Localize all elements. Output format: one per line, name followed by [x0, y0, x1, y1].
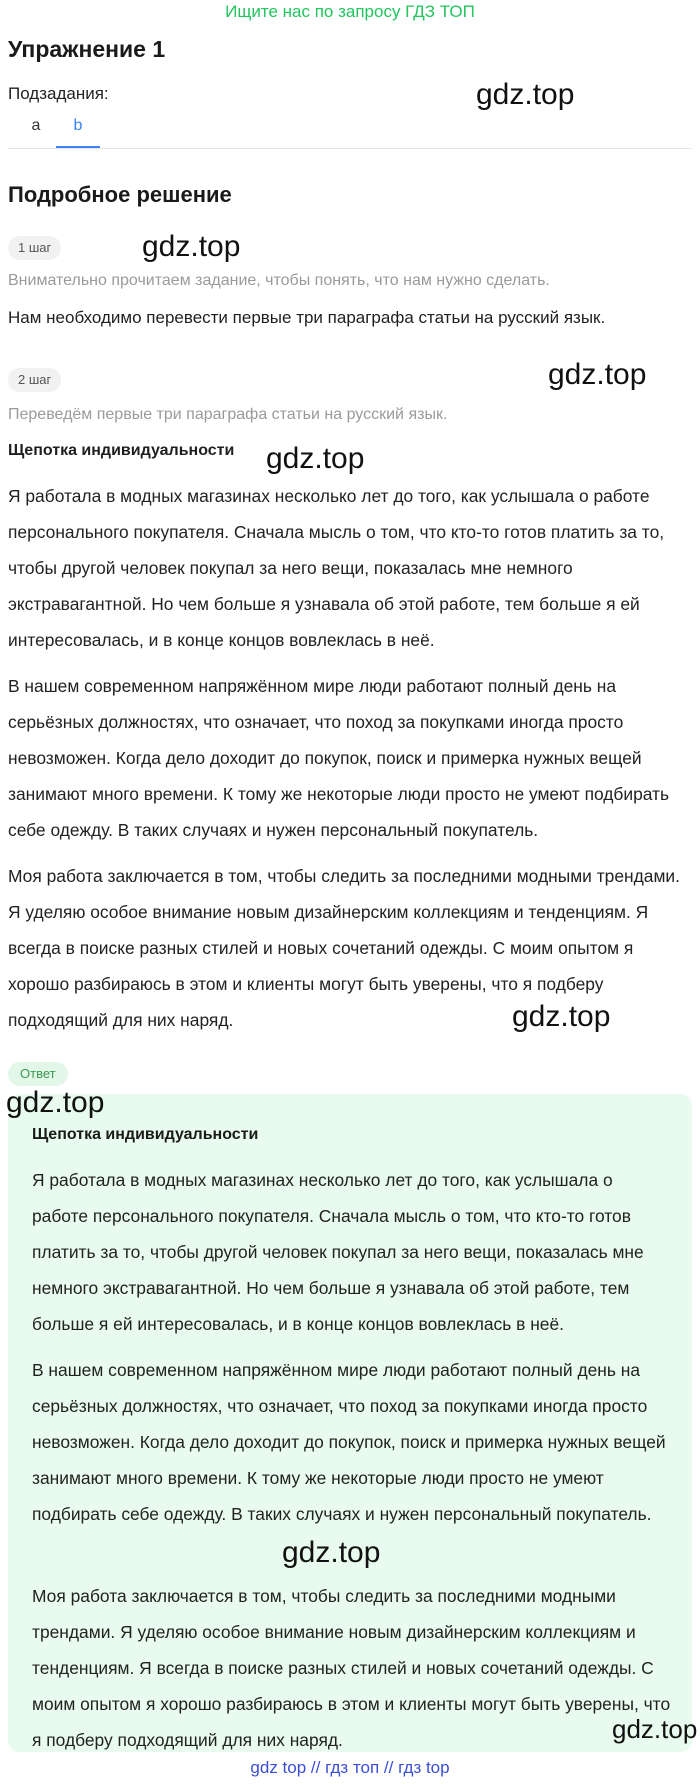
- footer-links[interactable]: gdz top // гдз топ // гдз top: [250, 1758, 450, 1777]
- step-hint: Переведём первые три параграфа статьи на русский язык.: [8, 406, 448, 423]
- section-title: Подробное решение: [8, 182, 232, 207]
- watermark: gdz.top: [512, 1000, 611, 1033]
- answer-badge: Ответ: [8, 1062, 68, 1086]
- subtask-tabs: [8, 110, 692, 149]
- tab-b[interactable]: b: [56, 110, 100, 148]
- step-hint: Внимательно прочитаем задание, чтобы понять, что нам нужно сделать.: [8, 272, 550, 289]
- translation-heading: Щепотка индивидуальности: [8, 442, 235, 459]
- answer-paragraph: Я работала в модных магазинах несколько лет до того, как услышала о работе персонального покупателя. Сначала мысль о том, что кто-то готов платить за то, чтобы другой человек покупал за него вещи, показалась мне немного экстравагантной. Но чем больше я узнавала об этой работе, тем больше я ей интересовалась, и в конце концов вовлеклась в неё.: [32, 1170, 644, 1334]
- watermark: gdz.top: [282, 1536, 381, 1569]
- answer-paragraph: В нашем современном напряжённом мире люди работают полный день на серьёзных должностях, что означает, что поход за покупками иногда просто невозможен. Когда дело доходит до покупок, поиск и примерка нужных вещей занимают много времени. К тому же некоторые люди просто не умеют подбирать себе одежду. В таких случаях и нужен персональный покупатель.: [32, 1360, 666, 1524]
- tab-a[interactable]: a: [31, 117, 41, 134]
- step-text: Нам необходимо перевести первые три параграфа статьи на русский язык.: [8, 308, 606, 327]
- promo-banner[interactable]: Ищите нас по запросу ГДЗ ТОП: [225, 2, 475, 21]
- step-badge: 1 шаг: [8, 236, 61, 260]
- paragraph: В нашем современном напряжённом мире люди работают полный день на серьёзных должностях, что означает, что поход за покупками иногда просто невозможен. Когда дело доходит до покупок, поиск и примерка нужных вещей занимают много времени. К тому же некоторые люди просто не умеют подбирать себе одежду. В таких случаях и нужен персональный покупатель.: [8, 676, 670, 840]
- answer-heading: Щепотка индивидуальности: [32, 1126, 259, 1143]
- paragraph: Моя работа заключается в том, чтобы следить за последними модными трендами. Я уделяю особое внимание новым дизайнерским коллекциям и тенденциям. Я всегда в поиске разных стилей и новых сочетаний одежды. С моим опытом я хорошо разбираюсь в этом и клиенты могут быть уверены, что я подберу подходящий для них наряд.: [8, 866, 680, 1030]
- subtasks-label: Подзадания:: [8, 84, 109, 103]
- watermark: gdz.top: [142, 230, 241, 263]
- paragraph: Я работала в модных магазинах несколько лет до того, как услышала о работе персонального покупателя. Сначала мысль о том, что кто-то готов платить за то, чтобы другой человек покупал за него вещи, показалась мне немного экстравагантной. Но чем больше я узнавала об этой работе, тем больше я ей интересовалась, и в конце концов вовлеклась в неё.: [8, 486, 665, 650]
- watermark: gdz.top: [6, 1086, 105, 1119]
- watermark: gdz.top: [476, 78, 575, 111]
- step-badge: 2 шаг: [8, 368, 61, 392]
- watermark: gdz.top: [266, 442, 365, 475]
- answer-paragraph: Моя работа заключается в том, чтобы следить за последними модными трендами. Я уделяю особое внимание новым дизайнерским коллекциям и тенденциям. Я всегда в поиске разных стилей и новых сочетаний одежды. С моим опытом я хорошо разбираюсь в этом и клиенты могут быть уверены, что я подберу подходящий для них наряд.: [32, 1586, 671, 1750]
- page-title: Упражнение 1: [8, 36, 166, 62]
- watermark: gdz.top: [548, 358, 647, 391]
- watermark: gdz.top: [612, 1714, 698, 1744]
